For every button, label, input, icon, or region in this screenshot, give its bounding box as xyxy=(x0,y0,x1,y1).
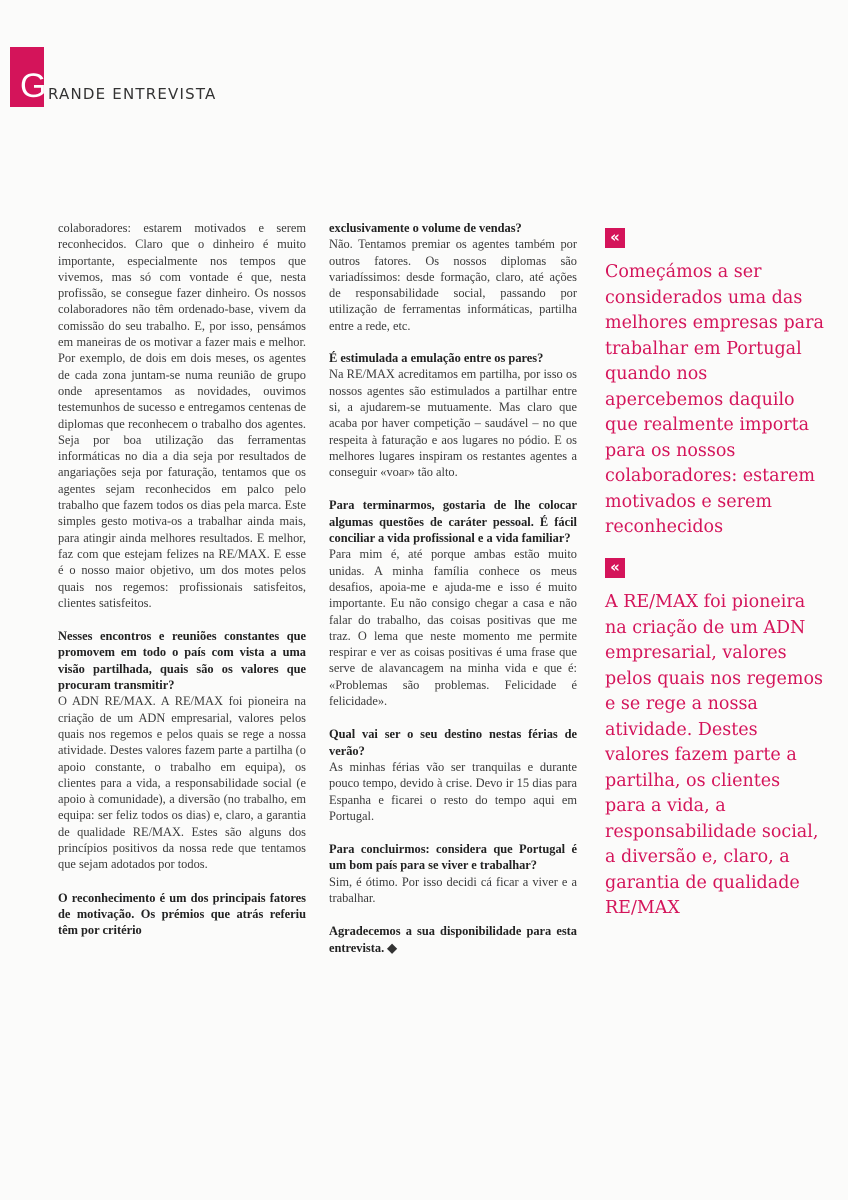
header-initial: G xyxy=(20,67,47,105)
question: Para concluirmos: considera que Portugal é um bom país para se viver e trabalhar? xyxy=(329,842,577,873)
answer: Sim, é ótimo. Por isso decidi cá ficar a viver e a trabalhar. xyxy=(329,874,577,905)
pull-quote-text: A RE/MAX foi pioneira na criação de um ADN empresarial, valores pelos quais nos regemos e se rege a nossa atividade. Destes valores fazem parte a partilha, os clientes para a vida, a responsabilidade social, a diversão e, claro, a garantia de qualidade RE/MAX xyxy=(605,592,824,918)
closing-text: Agradecemos a sua disponibilidade para esta entrevista. xyxy=(329,924,577,955)
answer: Na RE/MAX acreditamos em partilha, por isso os nossos agentes são estimulados a partilhar entre si, a ajudarem-se mutuamente. Mas claro que acaba por haver competição – saudável – no que respeita à faturação e aos lugares no pódio. E os melhores lugares inspiram os restantes agentes a conseguir «voar» tão alto. xyxy=(329,367,577,480)
text-column-left xyxy=(58,220,306,938)
question-continued: exclusivamente o volume de vendas? xyxy=(329,221,522,235)
answer: O ADN RE/MAX. A RE/MAX foi pioneira na criação de um ADN empresarial, valores pelos quais nos regemos e pelos quais se rege a nossa atividade. Destes valores fazem parte a partilha (o apoio constante, o trabalho em equipa), os clientes para a vida, a responsabilidade social (e apoio à comunidade), a diversão (no trabalho, em equipa: ser feliz todos os dias) e, claro, a garantia de qualidade RE/MAX. Estes são alguns dos princípios positivos da nossa rede que tentamos que sejam adotados por todos. xyxy=(58,694,306,872)
paragraph: colaboradores: estarem motivados e serem reconhecidos. Claro que o dinheiro é muito importante, especialmente nos tempos que vivemos, mas só com vontade é que, nesta profissão, se consegue fazer dinheiro. Os nossos colaboradores não têm ordenado-base, vivem da comissão do seu trabalho. E, por isso, pensámos em maneiras de os motivar a fazer mais e melhor. Por exemplo, de dois em dois meses, os agentes de cada zona juntam-se numa reunião de grupo onde apresentamos as novidades, ouvimos testemunhos de sucesso e entregamos centenas de diplomas que reconhecem o trabalho dos agentes. Seja por boa utilização das ferramentas informáticas no dia a dia seja por resultados de angariações seja por faturação, tentamos que os agentes sejam reconhecidos em palco pelo trabalho que fazem todos os dias pela marca. Este simples gesto motiva-os a trabalhar ainda mais, para atingir ainda melhores resultados. E melhor, faz com que estejam felizes na RE/MAX. E esse é o nosso maior objetivo, um dos motes pelos quais nos regemos: profissionais satisfeitos, clientes satisfeitos. xyxy=(58,221,306,610)
answer: Para mim é, até porque ambas estão muito unidas. A minha família conhece os meus desafios, apoia-me e ajuda-me e isso é muito importante. Eu não consigo chegar a casa e não falar do trabalho, das coisas positivas que me traz. O lema que neste momento me permite respirar e ver as coisas positivas é uma frase que serve de alavancagem na minha vida e que é: «Problemas são problemas. Felicidade é felicidade». xyxy=(329,547,577,709)
quote-mark-icon: « xyxy=(605,558,625,578)
pull-quote-text: Começámos a ser considerados uma das melhores empresas para trabalhar em Portugal quando nos apercebemos daquilo que realmente importa para os nossos colaboradores: estarem motivados e serem reconhecidos xyxy=(605,262,824,537)
answer: Não. Tentamos premiar os agentes também por outros fatores. Os nossos diplomas são variadíssimos: desde formação, claro, até ações de responsabilidade social, passando por utilização de ferramentas informáticas, partilha entre a rede, etc. xyxy=(329,237,577,333)
pull-quote xyxy=(605,228,825,541)
answer: As minhas férias vão ser tranquilas e durante pouco tempo, devido à crise. Devo ir 15 dias para Espanha e ficarei o resto do tempo aqui em Portugal. xyxy=(329,759,577,823)
question: O reconhecimento é um dos principais fatores de motivação. Os prémios que atrás referiu têm por critério xyxy=(58,890,306,938)
question: Qual vai ser o seu destino nestas férias de verão? xyxy=(329,727,577,758)
question: É estimulada a emulação entre os pares? xyxy=(329,351,544,366)
pull-quote xyxy=(605,558,825,922)
closing-line xyxy=(329,923,577,956)
end-mark: ◆ xyxy=(387,940,397,955)
question: Nesses encontros e reuniões constantes que promovem em todo o país com vista a uma visão partilhada, quais são os valores que procuram transmitir? xyxy=(58,629,306,693)
header-title: RANDE ENTREVISTA xyxy=(48,85,217,103)
question: Para terminarmos, gostaria de lhe colocar algumas questões de caráter pessoal. É fácil conciliar a vida profissional e a vida familiar? xyxy=(329,498,577,546)
text-column-middle xyxy=(329,220,577,956)
quote-mark-icon: « xyxy=(605,228,625,248)
